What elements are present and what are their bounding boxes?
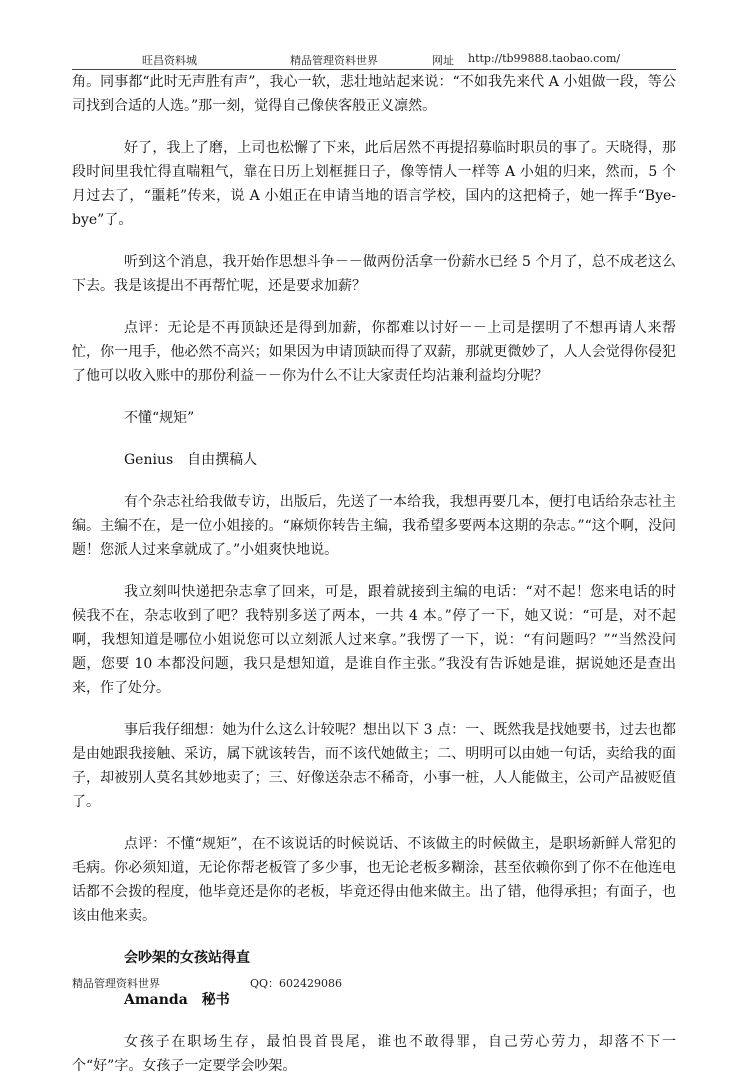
page-header	[72, 46, 676, 70]
header-site-name: 旺昌资料城	[142, 54, 197, 67]
author-line: Amanda 秘书	[124, 992, 230, 1008]
header-url: http://tb99888.taobao.com/	[468, 52, 621, 65]
paragraph: 事后我仔细想：她为什么这么计较呢？想出以下 3 点：一、既然我是找她要书，过去也都是由她跟我接触、采访，属下就该转告，而不该代她做主；二、明明可以由她一句话，卖给我的面子，却被别人莫名其妙地卖了；三、好像送杂志不稀奇，小事一桩，人人能做主，公司产品被贬值了。	[72, 722, 676, 810]
paragraph: 我立刻叫快递把杂志拿了回来，可是，跟着就接到主编的电话：“对不起！您来电话的时候我不在，杂志收到了吧？我特别多送了两本，一共 4 本。”停了一下，她又说：“可是，对不起啊，我想知道是哪位小姐说您可以立刻派人过来拿。”我愣了一下，说：“有问题吗？”“当然没问题，您要 10 本都没问题，我只是想知道，是谁自作主张。”我没有告诉她是谁，据说她还是查出来，作了处分。	[72, 584, 676, 696]
paragraph: 有个杂志社给我做专访，出版后，先送了一本给我，我想再要几本，便打电话给杂志社主编。主编不在，是一位小姐接的。“麻烦你转告主编，我希望多要两本这期的杂志。”“这个啊，没问题！您派人过来拿就成了。”小姐爽快地说。	[72, 494, 676, 558]
section-title: 不懂“规矩”	[124, 410, 195, 426]
author-line: Genius 自由撰稿人	[124, 452, 258, 468]
paragraph: 女孩子在职场生存，最怕畏首畏尾，谁也不敢得罪，自己劳心劳力，却落不下一个“好”字。女孩子一定要学会吵架。	[72, 1034, 676, 1074]
document-body	[72, 70, 676, 1078]
section-title: 会吵架的女孩站得直	[124, 950, 250, 966]
footer-site-title: 精品管理资料世界	[72, 977, 160, 990]
paragraph: 听到这个消息，我开始作思想斗争－－做两份活拿一份薪水已经 5 个月了，总不成老这么下去。我是该提出不再帮忙呢，还是要求加薪？	[72, 254, 676, 294]
page-footer	[72, 975, 676, 991]
comment-paragraph: 点评：不懂“规矩”，在不该说话的时候说话、不该做主的时候做主，是职场新鲜人常犯的毛病。你必须知道，无论你帮老板管了多少事，也无论老板多糊涂，甚至依赖你到了你不在他连电话都不会拨的程度，他毕竟还是你的老板，毕竟还得由他来做主。出了错，他得承担；有面子，也该由他来卖。	[72, 836, 676, 924]
comment-paragraph: 点评：无论是不再顶缺还是得到加薪，你都难以讨好－－上司是摆明了不想再请人来帮忙，你一甩手，他必然不高兴；如果因为申请顶缺而得了双薪，那就更微妙了，人人会觉得你侵犯了他可以收入账中的那份利益－－你为什么不让大家责任均沾兼利益均分呢？	[72, 320, 676, 384]
paragraph: 好了，我上了磨，上司也松懈了下来，此后居然不再提招募临时职员的事了。天晓得，那段时间里我忙得直喘粗气，靠在日历上划框捱日子，像等情人一样等 A 小姐的归来，然而，5 个月过去了，“噩耗”传来，说 A 小姐正在申请当地的语言学校，国内的这把椅子，她一挥手“Bye-bye”了。	[72, 140, 676, 228]
header-site-title: 精品管理资料世界	[290, 54, 378, 67]
header-url-label: 网址	[432, 54, 454, 67]
paragraph-continuation: 角。同事都“此时无声胜有声”，我心一软，悲壮地站起来说：“不如我先来代 A 小姐做一段，等公司找到合适的人选。”那一刻，觉得自己像侠客般正义凛然。	[72, 74, 676, 114]
footer-qq: QQ：602429086	[250, 977, 343, 990]
